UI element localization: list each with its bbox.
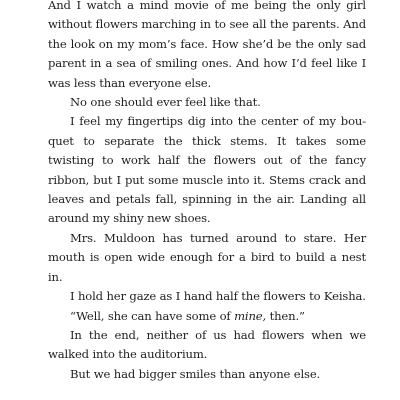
paragraph-no-one: No one should ever feel like that. bbox=[70, 95, 261, 110]
paragraph-mind-movie: And I watch a mind movie of me being the only girl without flowers marching in to see all the parents. And the look on my mom’s face. How she’d be the only sad parent in a sea of smiling ones. And how I’d feel like I was less than everyone else. bbox=[48, 0, 366, 90]
paragraph-hold-gaze: I hold her gaze as I hand half the flowers to Keisha. bbox=[70, 289, 366, 304]
paragraph-bouquet: I feel my fingertips dig into the center of my bou-quet to separate the thick stems. It takes some twisting to work half the flowers out of the fancy ribbon, but I put some muscle into it. Stems crack and leaves and petals fall, spinning in the air. Landing all around my shiny new shoes. bbox=[48, 114, 366, 226]
paragraph-in-the-end: In the end, neither of us had flowers when we walked into the auditorium. bbox=[48, 327, 366, 362]
dialogue-before: “Well, she can have some of bbox=[70, 308, 235, 323]
paragraph-bigger-smiles: But we had bigger smiles than anyone else. bbox=[70, 366, 321, 381]
book-page bbox=[48, 0, 366, 384]
paragraph-dialogue bbox=[48, 307, 366, 326]
paragraph-mrs-muldoon: Mrs. Muldoon has turned around to stare. Her mouth is open wide enough for a bird to build a nest in. bbox=[48, 230, 366, 284]
dialogue-emphasis: mine, bbox=[234, 308, 267, 323]
dialogue-after: then.” bbox=[266, 308, 305, 323]
